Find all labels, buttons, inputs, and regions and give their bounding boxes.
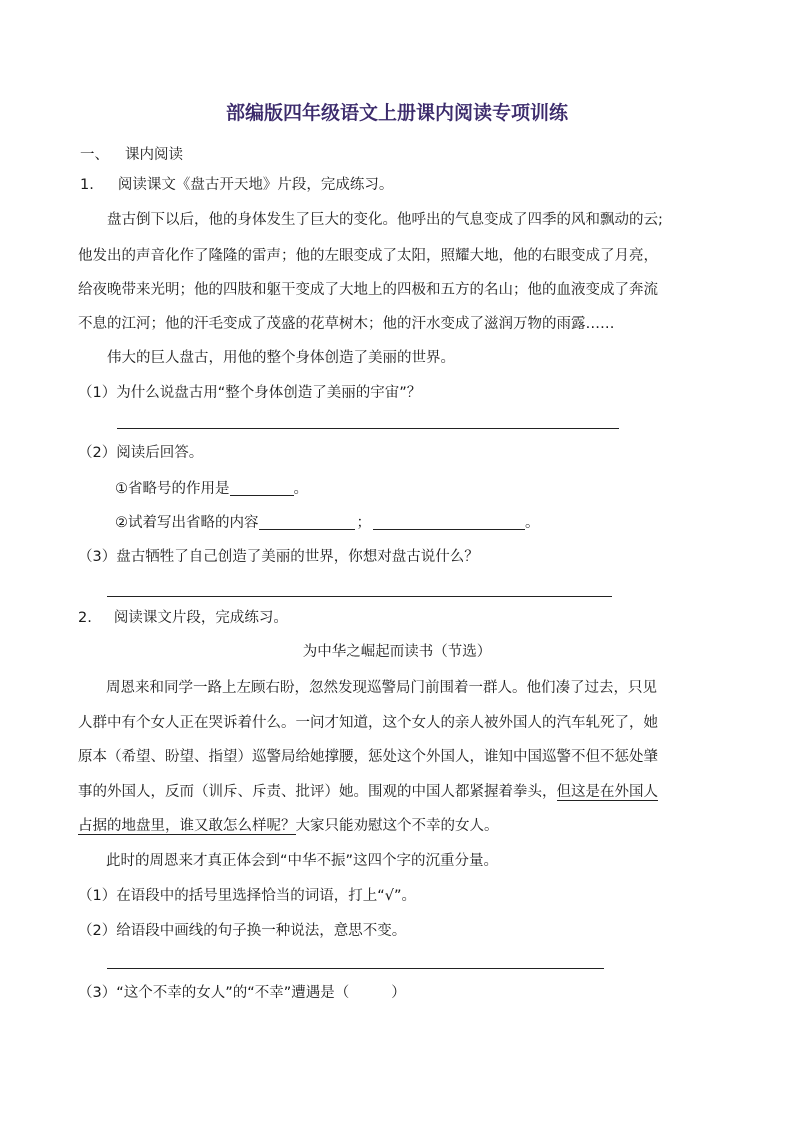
passage-1-line-5: 伟大的巨人盘古，用他的整个身体创造了美丽的世界。 xyxy=(107,350,455,366)
q1-sub-1-number: （1） xyxy=(78,385,117,401)
q1-sub-2-item-1-text: ①省略号的作用是 xyxy=(115,481,230,497)
question-2-heading xyxy=(78,608,288,628)
q2-sub-2-answer-line[interactable] xyxy=(107,968,604,969)
q1-sub-2-item-2-blank-b[interactable] xyxy=(373,513,525,530)
q1-sub-3-text: 盘古牺牲了自己创造了美丽的世界，你想对盘古说什么？ xyxy=(116,549,479,565)
q1-sub-2-item-1 xyxy=(115,479,308,499)
question-2-instruction: 阅读课文片段，完成练习。 xyxy=(113,610,288,626)
q1-sub-2-item-2-end: 。 xyxy=(525,515,540,531)
q1-sub-2 xyxy=(78,443,203,463)
page-title: 部编版四年级语文上册课内阅读专项训练 xyxy=(225,102,568,124)
q2-sub-2 xyxy=(78,921,406,941)
passage-2-line-5-plain: 大家只能劝慰这个不幸的女人。 xyxy=(295,818,499,834)
passage-2-title: 为中华之崛起而读书（节选） xyxy=(302,644,492,660)
passage-2-line-4-plain: 事的外国人，反而（训斥、斥责、批评）她。围观的中国人都紧握着拳头， xyxy=(78,784,557,800)
passage-2-line-6: 此时的周恩来才真正体会到“中华不振”这四个字的沉重分量。 xyxy=(106,853,499,869)
q1-sub-2-item-1-end: 。 xyxy=(293,481,308,497)
q1-sub-2-number: （2） xyxy=(78,445,117,461)
passage-2-line-1: 周恩来和同学一路上左顾右盼，忽然发现巡警局门前围着一群人。他们凑了过去，只见 xyxy=(106,680,657,696)
question-1-heading xyxy=(80,175,393,195)
passage-2-underlined-start: 但这是在外国人 xyxy=(556,784,658,800)
q1-sub-2-item-2 xyxy=(115,513,540,533)
q1-sub-1 xyxy=(78,383,421,403)
q1-sub-2-text: 阅读后回答。 xyxy=(116,445,204,461)
q1-sub-1-answer-line[interactable] xyxy=(117,428,619,429)
q2-sub-1-number: （1） xyxy=(78,888,117,904)
q1-sub-3 xyxy=(78,547,479,567)
q2-sub-2-text: 给语段中画线的句子换一种说法，意思不变。 xyxy=(116,923,407,939)
passage-1-line-1: 盘古倒下以后，他的身体发生了巨大的变化。他呼出的气息变成了四季的风和飘动的云; xyxy=(107,212,663,228)
q2-sub-2-number: （2） xyxy=(78,923,117,939)
section-number: 一、 xyxy=(80,147,109,163)
q1-sub-2-item-2-sep: ； xyxy=(356,515,371,531)
q1-sub-3-number: （3） xyxy=(78,549,117,565)
q2-sub-1-text: 在语段中的括号里选择恰当的词语，打上“√”。 xyxy=(116,888,416,904)
passage-1-line-2: 他发出的声音化作了隆隆的雷声；他的左眼变成了太阳，照耀大地，他的右眼变成了月亮， xyxy=(78,248,658,264)
passage-2-line-5 xyxy=(78,816,499,836)
section-heading xyxy=(80,145,183,165)
q2-sub-1 xyxy=(78,886,416,906)
section-label: 课内阅读 xyxy=(125,147,183,163)
q2-sub-3-number: （3） xyxy=(78,985,117,1001)
passage-2-underlined-end: 占据的地盘里，谁又敢怎么样呢？ xyxy=(78,818,296,834)
q1-sub-1-text: 为什么说盘古用“整个身体创造了美丽的宇宙”？ xyxy=(116,385,422,401)
passage-2-line-4 xyxy=(78,782,658,802)
question-1-instruction: 阅读课文《盘古开天地》片段，完成练习。 xyxy=(117,177,394,193)
q1-sub-2-item-1-blank[interactable] xyxy=(230,479,294,496)
passage-2-line-3: 原本（希望、盼望、指望）巡警局给她撑腰，惩处这个外国人，谁知中国巡警不但不惩处肇 xyxy=(78,749,658,765)
passage-1-line-3: 给夜晚带来光明；他的四肢和躯干变成了大地上的四极和五方的名山；他的血液变成了奔流 xyxy=(78,282,658,298)
q2-sub-3-close: ） xyxy=(391,985,406,1001)
q1-sub-3-answer-line[interactable] xyxy=(107,596,612,597)
passage-2-line-2: 人群中有个女人正在哭诉着什么。一问才知道，这个女人的亲人被外国人的汽车轧死了，她 xyxy=(78,715,658,731)
q1-sub-2-item-2-blank-a[interactable] xyxy=(259,513,355,530)
q2-sub-3-text: “这个不幸的女人”的“不幸”遭遇是（ xyxy=(116,985,350,1001)
q1-sub-2-item-2-text: ②试着写出省略的内容 xyxy=(115,515,259,531)
passage-1-line-4: 不息的江河；他的汗毛变成了茂盛的花草树木；他的汗水变成了滋润万物的雨露…… xyxy=(78,316,615,332)
question-2-number: 2. xyxy=(78,610,92,626)
question-1-number: 1. xyxy=(80,177,94,193)
q2-sub-3 xyxy=(78,983,406,1003)
